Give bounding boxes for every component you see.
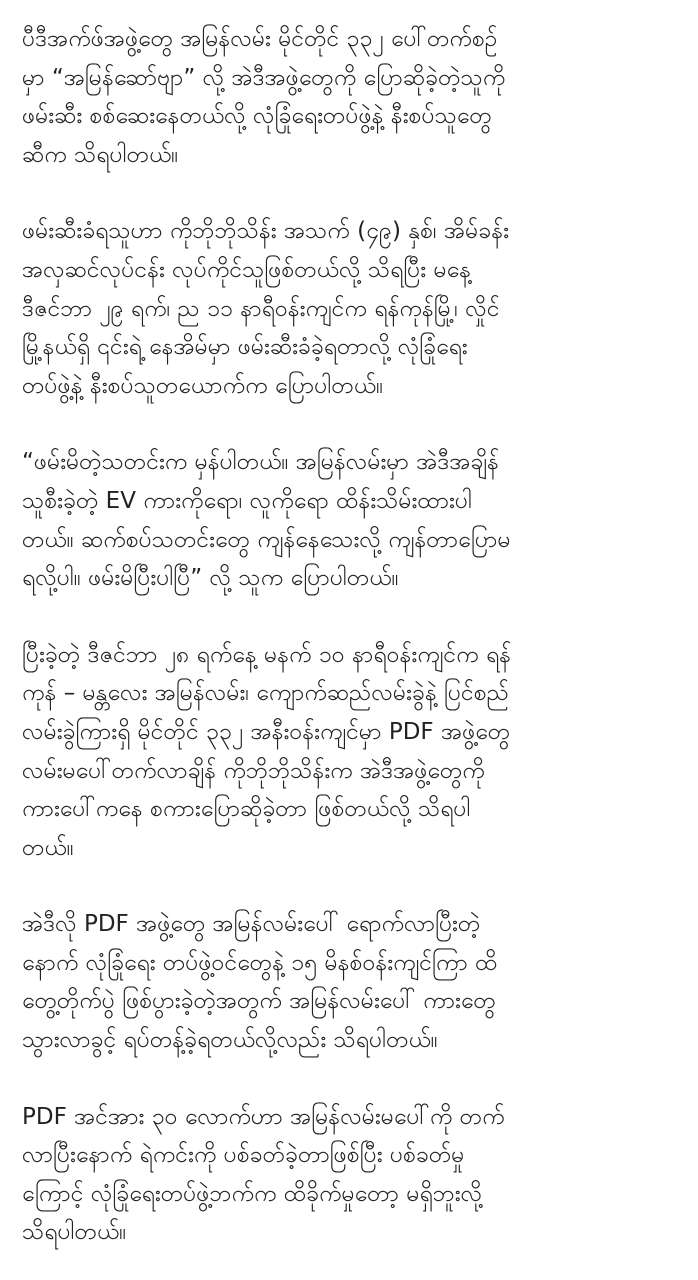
text-line: အလှဆင်လုပ်ငန်း လုပ်ကိုင်သူဖြစ်တယ်လို့ သိရပြီး မနေ့ (22, 256, 471, 283)
text-line: ပီဒီအက်ဖ်အဖွဲ့တွေ အမြန်လမ်း မိုင်တိုင် ၃၃၂ ပေါ်တက်စဉ် (22, 26, 498, 52)
text-line: တွေ့တိုက်ပွဲ ဖြစ်ပွားခဲ့တဲ့အတွက် အမြန်လမ်းပေါ် ကားတွေ (22, 988, 496, 1015)
text-line: နောက် လုံခြုံရေး တပ်ဖွဲ့ဝင်တွေနဲ့ ၁၅ မိနစ်ဝန်းကျင်ကြာ ထိ (22, 949, 498, 976)
text-line: သွားလာခွင့် ရပ်တန့်ခဲ့ရတယ်လို့လည်း သိရပါတယ်။ (22, 1027, 438, 1054)
text-line: ကုန် – မန္တလေး အမြန်လမ်း၊ ကျောက်ဆည်လမ်းခွဲနဲ့ ပြင်စည် (22, 680, 509, 707)
text-line: ကားပေါ်ကနေ စကားပြောဆိုခဲ့တာ ဖြစ်တယ်လို့ သိရပါ (22, 796, 471, 823)
text-line: PDF အင်အား ၃၀ လောက်ဟာ အမြန်လမ်းမပေါ်ကို တက် (22, 1103, 505, 1130)
text-line: ဒီဇင်ဘာ ၂၉ ရက်၊ ည ၁၁ နာရီဝန်းကျင်က ရန်ကုန်မြို့၊ လှိုင် (22, 295, 500, 322)
text-line: ဖမ်းဆီး စစ်ဆေးနေတယ်လို့ လုံခြုံရေးတပ်ဖွဲ့နဲ့ နီးစပ်သူတွေ (22, 103, 492, 130)
text-line: လမ်းခွဲကြားရှိ မိုင်တိုင် ၃၃၂ အနီးဝန်းကျင်မှာ PDF အဖွဲ့တွေ (22, 718, 511, 745)
text-line: အဲဒီလို PDF အဖွဲ့တွေ အမြန်လမ်းပေါ် ရောက်လာပြီးတဲ့ (22, 911, 481, 938)
paragraph (22, 636, 680, 868)
text-line: တယ်။ (22, 834, 74, 861)
text-line: “ဖမ်းမိတဲ့သတင်းက မှန်ပါတယ်။ အမြန်လမ်းမှာ အဲဒီအချိန် (22, 449, 499, 476)
text-line: သိရပါတယ်။ (22, 1219, 127, 1246)
text-line: ကြောင့် လုံခြုံရေးတပ်ဖွဲ့ဘက်က ထိခိုက်မှုတော့ မရှိဘူးလို့ (22, 1180, 483, 1207)
news-article (22, 20, 680, 1270)
paragraph (22, 905, 680, 1059)
paragraph (22, 20, 680, 174)
paragraph (22, 443, 680, 597)
text-line: မှာ “အမြန်ဆော်ဗျာ” လို့ အဲဒီအဖွဲ့တွေကို ပြောဆိုခဲ့တဲ့သူကို (22, 64, 506, 91)
text-line: တပ်ဖွဲ့နဲ့ နီးစပ်သူတယောက်က ပြောပါတယ်။ (22, 372, 384, 399)
text-line: မြို့နယ်ရှိ ၎င်းရဲ့ နေအိမ်မှာ ဖမ်းဆီးခံခဲ့ရတာလို့ လုံခြုံရေး (22, 334, 468, 361)
text-line: ဆီက သိရပါတယ်။ (22, 141, 179, 168)
text-line: သူစီးခဲ့တဲ့ EV ကားကိုရော၊ လူကိုရော ထိန်းသိမ်းထားပါ (22, 487, 472, 514)
text-line: တယ်။ ဆက်စပ်သတင်းတွေ ကျန်နေသေးလို့ ကျန်တာပြောမ (22, 526, 511, 553)
text-line: ရလို့ပါ။ ဖမ်းမိပြီးပါပြီ” လို့ သူက ပြောပါတယ်။ (22, 565, 399, 592)
text-line: ဖမ်းဆီးခံရသူဟာ ကိုဘိုဘိုသိန်း အသက် (၄၉) နှစ်၊ အိမ်ခန်း (22, 218, 509, 245)
paragraph (22, 1098, 680, 1252)
text-line: လမ်းမပေါ်တက်လာချိန် ကိုဘိုဘိုသိန်းက အဲဒီအဖွဲ့တွေကို (22, 757, 485, 784)
paragraph (22, 212, 680, 405)
text-line: ပြီးခဲ့တဲ့ ဒီဇင်ဘာ ၂၈ ရက်နေ့ မနက် ၁၀ နာရီဝန်းကျင်က ရန် (22, 641, 512, 668)
text-line: လာပြီးနောက် ရဲကင်းကို ပစ်ခတ်ခဲ့တာဖြစ်ပြီး ပစ်ခတ်မှု (22, 1142, 465, 1169)
